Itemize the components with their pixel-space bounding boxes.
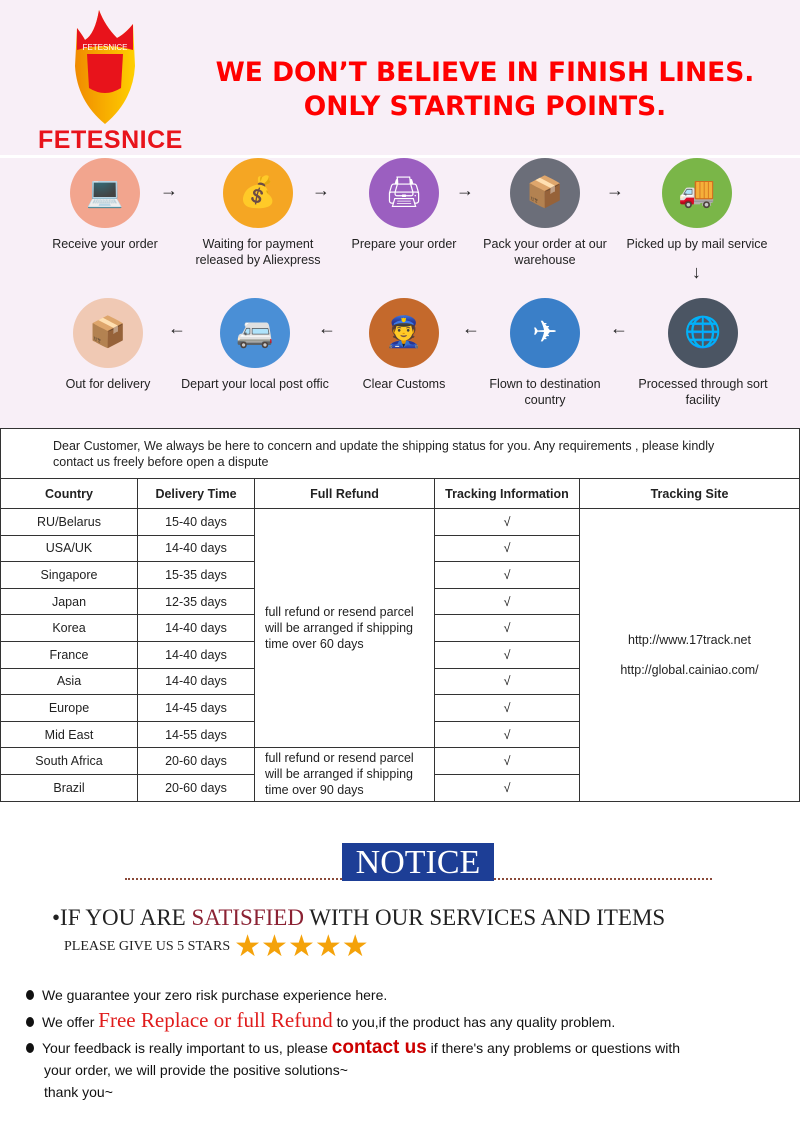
star-icon: ★ [234, 930, 262, 963]
bullet-feedback [26, 1037, 680, 1103]
step-label: Processed through sort facility [638, 377, 768, 407]
process-step [622, 158, 772, 252]
tracking-check: √ [435, 588, 580, 615]
step-label: Prepare your order [351, 237, 457, 251]
package-icon: 📦 [510, 158, 580, 228]
tracking-check: √ [435, 668, 580, 695]
highlight: SATISFIED [191, 905, 304, 930]
arrow-left-icon: ← [462, 318, 480, 338]
delivery-time: 14-40 days [138, 641, 255, 668]
globe-icon: 🌐 [668, 298, 738, 368]
arrow-down-icon: ↓ [692, 262, 701, 282]
tracking-check: √ [435, 774, 580, 801]
svg-text:FETESNICE: FETESNICE [82, 43, 128, 52]
arrow-left-icon: ← [168, 318, 186, 338]
delivery-time: 14-40 days [138, 668, 255, 695]
col-delivery-time: Delivery Time [138, 479, 255, 509]
country: USA/UK [1, 535, 138, 562]
tracking-check: √ [435, 695, 580, 722]
star-icon: ★ [341, 930, 369, 963]
bullet-icon [26, 1043, 34, 1053]
arrow-left-icon: ← [610, 318, 628, 338]
tracking-check: √ [435, 641, 580, 668]
customs-officer-icon: 👮 [369, 298, 439, 368]
header [0, 0, 800, 155]
step-label: Waiting for payment released by Aliexpress [195, 237, 321, 267]
van-icon: 🚐 [220, 298, 290, 368]
tracking-check: √ [435, 721, 580, 748]
process-step [628, 298, 778, 408]
text: We guarantee your zero risk purchase experience here. [42, 987, 388, 1003]
step-label: Receive your order [52, 237, 158, 251]
notice-title: NOTICE [342, 843, 494, 881]
bullet-icon [26, 990, 34, 1000]
slogan-line-2: ONLY STARTING POINTS. [303, 91, 667, 122]
process-step [180, 298, 330, 392]
star-rating [234, 932, 369, 962]
delivery-time: 15-40 days [138, 509, 255, 536]
text: your order, we will provide the positive solutions~ [44, 1062, 348, 1078]
bullet-guarantee [26, 984, 387, 1006]
country: Brazil [1, 774, 138, 801]
process-step [329, 298, 479, 392]
delivery-time: 14-40 days [138, 615, 255, 642]
bullet-refund [26, 1009, 615, 1033]
step-label: Flown to destination country [489, 377, 601, 407]
tracking-check: √ [435, 615, 580, 642]
text: if there's any problems or questions with [426, 1040, 681, 1056]
text: We offer [42, 1014, 99, 1030]
col-tracking-info: Tracking Information [435, 479, 580, 509]
star-icon: ★ [287, 930, 315, 963]
tracking-sites [580, 509, 800, 802]
country: Europe [1, 695, 138, 722]
parcel-icon: 📦 [73, 298, 143, 368]
satisfied-line [52, 905, 665, 931]
site-cainiao-link[interactable]: http://global.cainiao.com/ [620, 662, 759, 677]
tracking-check: √ [435, 509, 580, 536]
delivery-time: 14-45 days [138, 695, 255, 722]
delivery-time: 20-60 days [138, 748, 255, 775]
printer-icon: 🖨 [369, 158, 439, 228]
country: Singapore [1, 562, 138, 589]
site-17track-link[interactable]: http://www.17track.net [628, 632, 751, 647]
table-row [1, 509, 800, 536]
arrow-right-icon: → [160, 180, 178, 200]
step-label: Pack your order at our warehouse [483, 237, 607, 267]
country: France [1, 641, 138, 668]
process-step [183, 158, 333, 268]
process-step [470, 298, 620, 408]
person-computer-icon: 💻 [70, 158, 140, 228]
text: •IF YOU ARE [52, 905, 192, 930]
star-icon: ★ [261, 930, 288, 963]
country: Mid East [1, 721, 138, 748]
step-label: Clear Customs [362, 377, 446, 391]
airplane-icon: ✈ [510, 298, 580, 368]
bullet-icon [26, 1017, 34, 1027]
tracking-check: √ [435, 562, 580, 589]
arrow-right-icon: → [456, 180, 474, 200]
dotted-line [125, 878, 342, 880]
customer-message: Dear Customer, We always be here to concern and update the shipping status for you. Any requirements , please kindly contact us freely before open a dispute [1, 429, 800, 479]
arrow-right-icon: → [606, 180, 624, 200]
truck-icon: 🚚 [662, 158, 732, 228]
step-label: Picked up by mail service [626, 237, 768, 251]
text: WITH OUR SERVICES AND ITEMS [303, 905, 666, 930]
arrow-left-icon: ← [318, 318, 336, 338]
stars-request [64, 932, 369, 962]
step-label: Depart your local post offic [181, 377, 329, 391]
text: Your feedback is really important to us, please [42, 1040, 332, 1056]
stars-text: PLEASE GIVE US 5 STARS [64, 939, 231, 954]
process-step [329, 158, 479, 252]
contact-us-link[interactable]: contact us [331, 1037, 427, 1058]
dotted-line [494, 878, 712, 880]
col-country: Country [1, 479, 138, 509]
process-step [33, 298, 183, 392]
col-tracking-site: Tracking Site [580, 479, 800, 509]
process-step [470, 158, 620, 268]
delivery-time: 12-35 days [138, 588, 255, 615]
slogan [206, 56, 765, 124]
text: thank you~ [44, 1084, 113, 1100]
arrow-right-icon: → [312, 180, 330, 200]
refund-policy-90: full refund or resend parcel will be arranged if shipping time over 90 days [255, 748, 435, 801]
shipping-table [0, 428, 800, 802]
country: Japan [1, 588, 138, 615]
brand-logo [55, 6, 155, 126]
text: to you,if the product has any quality problem. [332, 1014, 616, 1030]
process-step [30, 158, 180, 252]
highlight: Free Replace or full Refund [98, 1008, 333, 1032]
delivery-time: 20-60 days [138, 774, 255, 801]
delivery-time: 14-40 days [138, 535, 255, 562]
money-bag-icon: 💰 [223, 158, 293, 228]
country: Korea [1, 615, 138, 642]
country: RU/Belarus [1, 509, 138, 536]
delivery-time: 14-55 days [138, 721, 255, 748]
slogan-line-1: WE DON’T BELIEVE IN FINISH LINES. [215, 57, 755, 88]
tracking-check: √ [435, 748, 580, 775]
delivery-time: 15-35 days [138, 562, 255, 589]
country: Asia [1, 668, 138, 695]
brand-name: FETESNICE [38, 126, 183, 154]
refund-policy-60: full refund or resend parcel will be arranged if shipping time over 60 days [255, 509, 435, 748]
tracking-check: √ [435, 535, 580, 562]
star-icon: ★ [314, 930, 342, 963]
step-label: Out for delivery [65, 377, 151, 391]
country: South Africa [1, 748, 138, 775]
col-full-refund: Full Refund [255, 479, 435, 509]
